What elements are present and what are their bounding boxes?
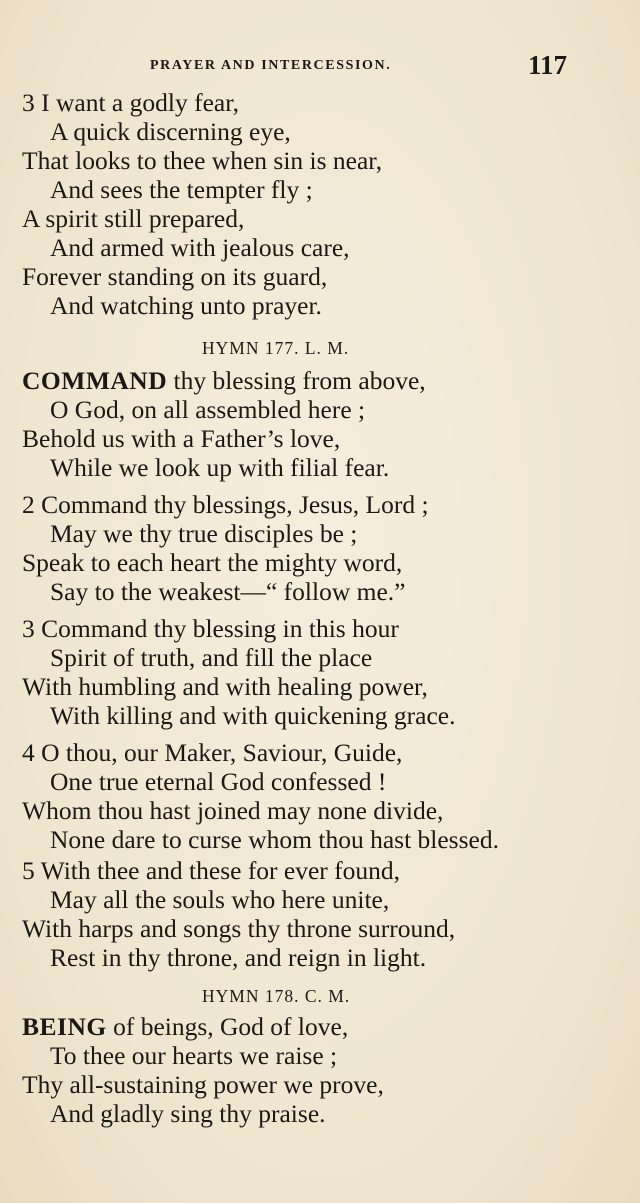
verse-line: Whom thou hast joined may none divide,: [22, 796, 444, 825]
hymn-title: HYMN 178. C. M.: [202, 986, 351, 1006]
verse-line: May all the souls who here unite,: [50, 885, 390, 914]
verse-line: Behold us with a Father’s love,: [22, 424, 341, 453]
verse-line: None dare to curse whom thou hast blessed.: [50, 825, 499, 854]
verse-line: Rest in thy throne, and reign in light.: [50, 943, 427, 972]
verse-line: O God, on all assembled here ;: [50, 395, 366, 424]
verse-line: [22, 1012, 348, 1041]
opening-word: BEING: [22, 1012, 107, 1041]
page-header: [0, 50, 640, 84]
verse-line: A spirit still prepared,: [22, 204, 245, 233]
verse-line-rest: thy blessing from above,: [167, 366, 426, 395]
opening-word: COMMAND: [22, 366, 168, 395]
verse-line: Say to the weakest—“ follow me.”: [50, 577, 406, 606]
verse-line: That looks to thee when sin is near,: [22, 146, 383, 175]
verse-line: Spirit of truth, and fill the place: [50, 643, 373, 672]
verse-line: And gladly sing thy praise.: [50, 1099, 326, 1128]
verse-line: And armed with jealous care,: [50, 233, 350, 262]
verse-line: May we thy true disciples be ;: [50, 519, 358, 548]
verse-line: With humbling and with healing power,: [22, 672, 428, 701]
verse-line: And sees the tempter fly ;: [50, 175, 313, 204]
verse-line: Forever standing on its guard,: [22, 262, 328, 291]
verse-line: Thy all-sustaining power we prove,: [22, 1070, 384, 1099]
verse-line: And watching unto prayer.: [50, 291, 322, 320]
page-number: 117: [528, 50, 568, 80]
verse-line: With killing and with quickening grace.: [50, 701, 456, 730]
verse-line: 5 With thee and these for ever found,: [22, 856, 401, 885]
verse-line: 2 Command thy blessings, Jesus, Lord ;: [22, 490, 429, 519]
verse-line: With harps and songs thy throne surround,: [22, 914, 456, 943]
verse-line: While we look up with filial fear.: [50, 453, 390, 482]
hymn-title: HYMN 177. L. M.: [202, 338, 350, 358]
verse-line: 4 O thou, our Maker, Saviour, Guide,: [22, 738, 403, 767]
verse-line: A quick discerning eye,: [50, 117, 291, 146]
verse-line: To thee our hearts we raise ;: [50, 1041, 338, 1070]
verse-line: One true eternal God confessed !: [50, 767, 387, 796]
verse-line-rest: of beings, God of love,: [106, 1012, 349, 1041]
verse-line: Speak to each heart the mighty word,: [22, 548, 403, 577]
verse-line: 3 Command thy blessing in this hour: [22, 614, 399, 643]
verse-line: [22, 366, 426, 395]
running-head: PRAYER AND INTERCESSION.: [150, 58, 392, 73]
verse-line: 3 I want a godly fear,: [22, 88, 240, 117]
